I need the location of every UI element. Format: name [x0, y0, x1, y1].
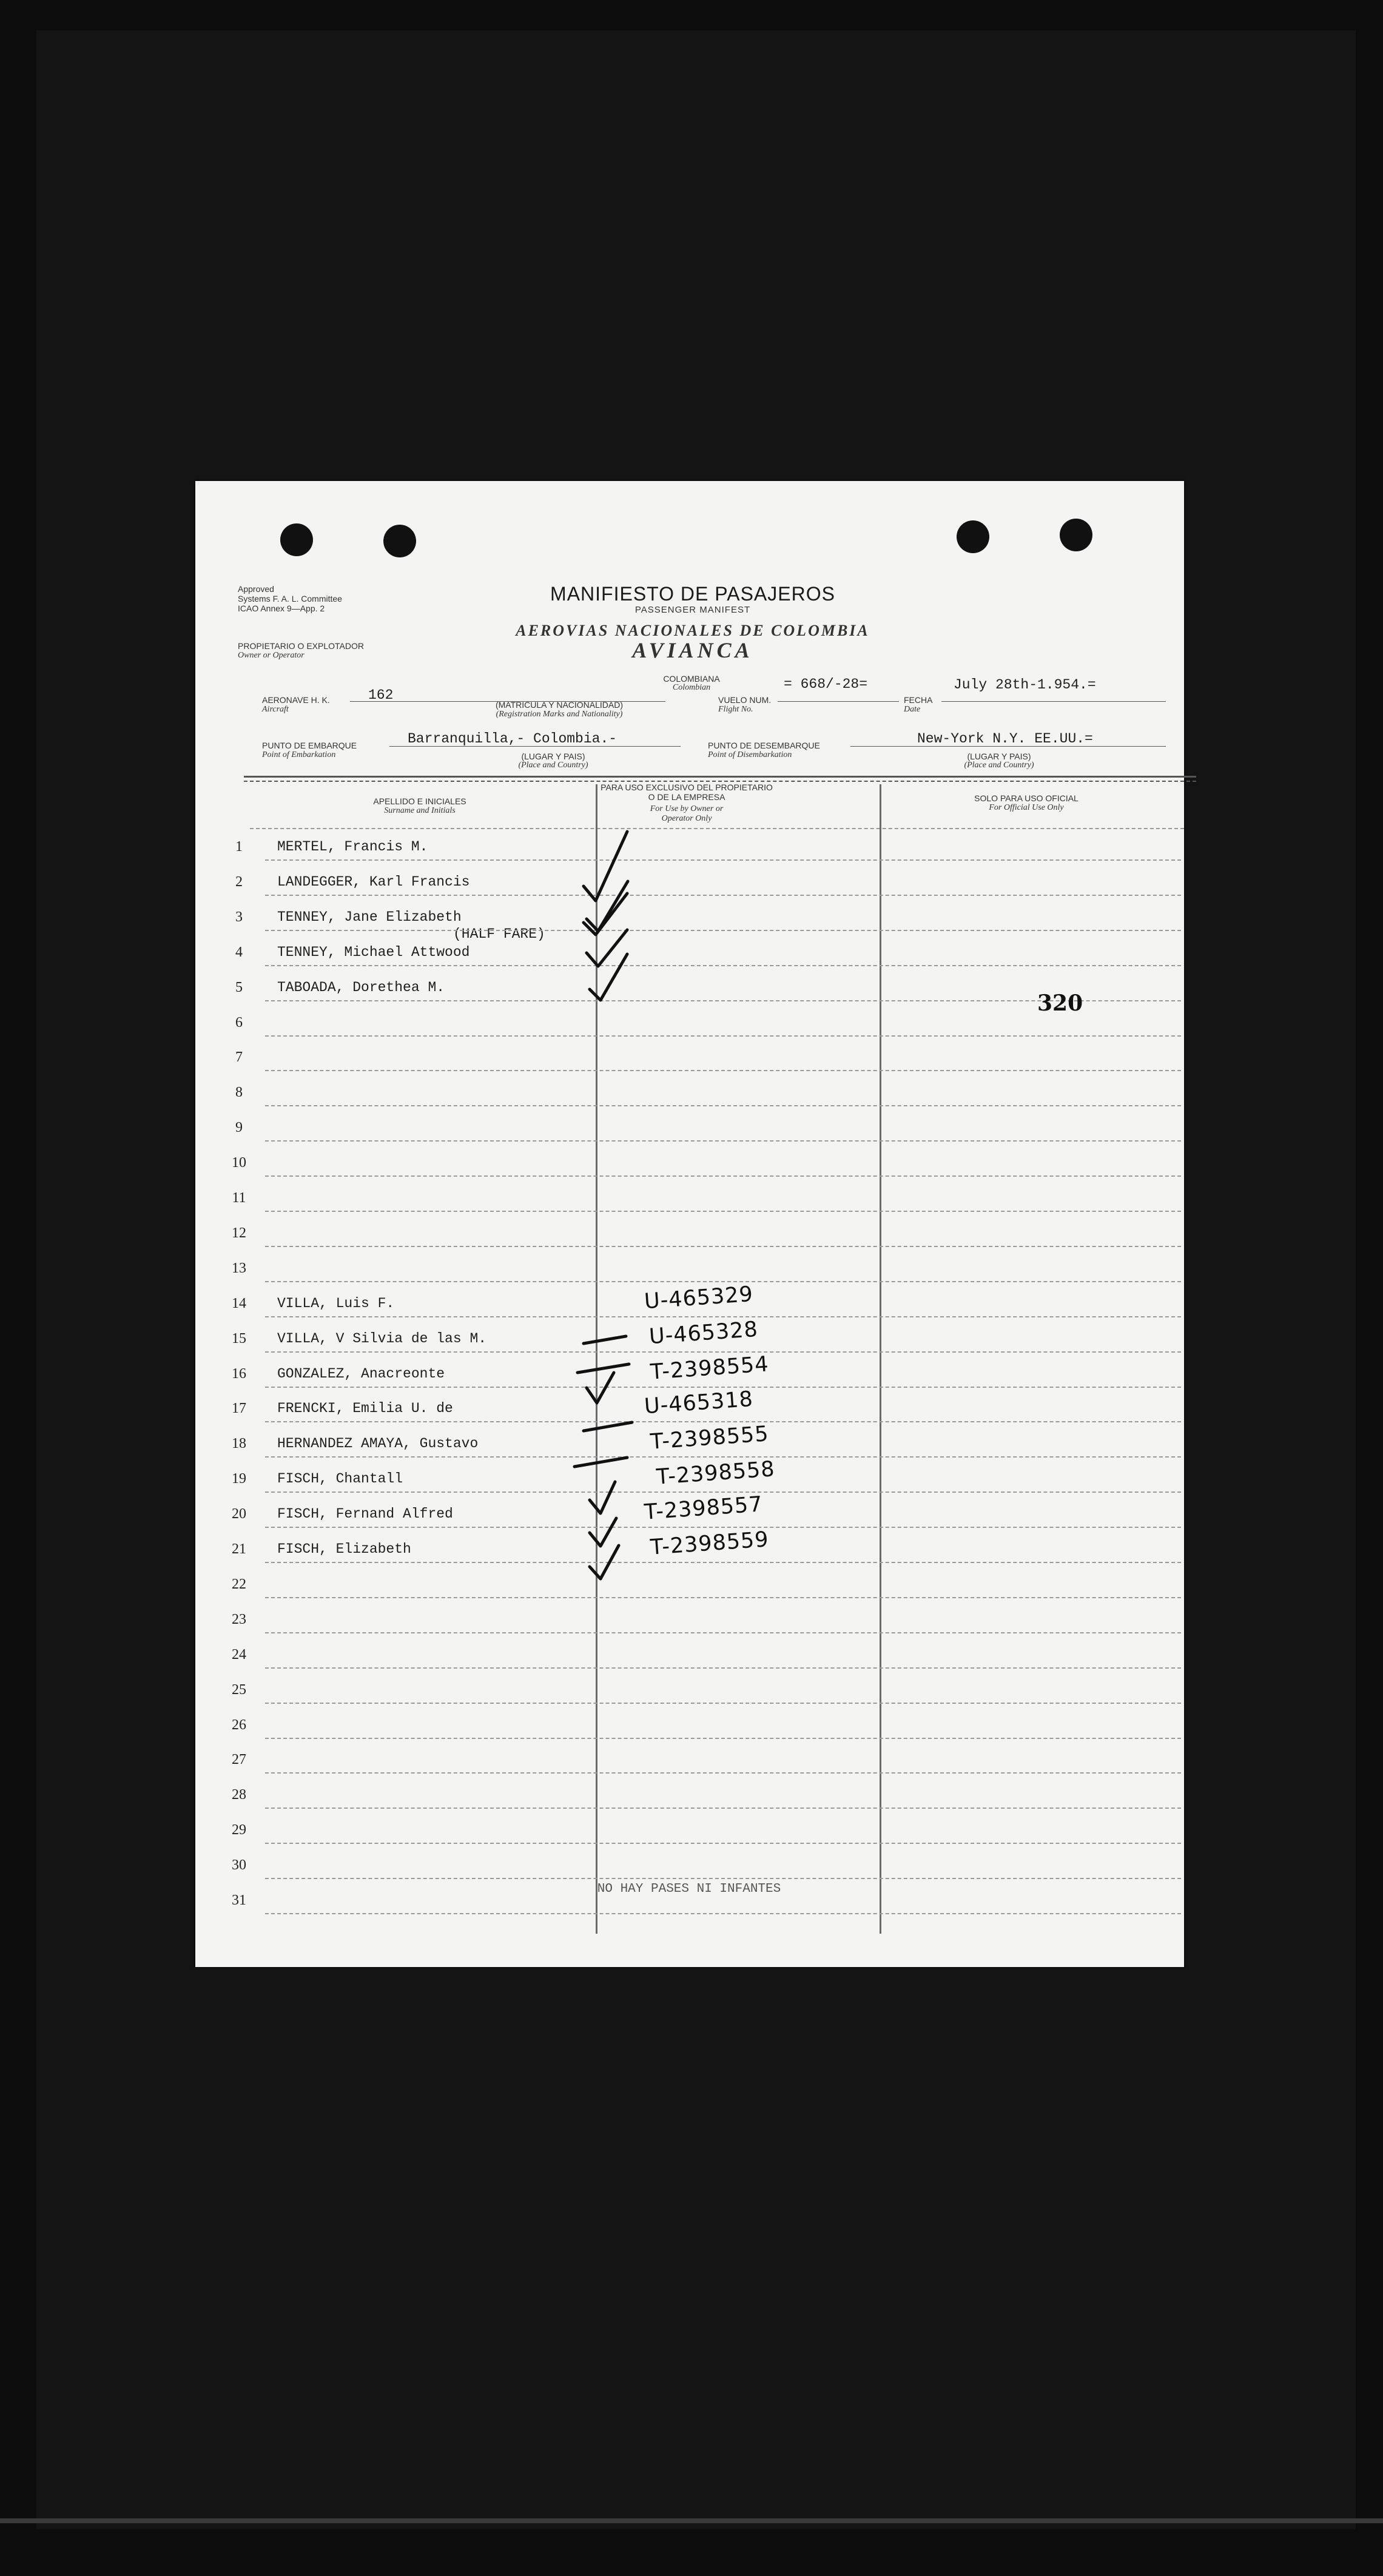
check-mark-row-4 [587, 930, 627, 966]
check-mark-row-19 [590, 1482, 615, 1513]
row-number: 3 [235, 909, 243, 925]
row-number: 1 [235, 839, 243, 855]
passenger-name: FISCH, Elizabeth [277, 1541, 411, 1557]
dash-row-14 [584, 1336, 626, 1343]
col3-header-en: For Official Use Only [989, 803, 1064, 812]
ticket-number: T-2398559 [649, 1527, 770, 1560]
flight-label-en: Flight No. [718, 705, 753, 714]
check-mark-row-3 [584, 893, 627, 935]
disembark-label-en: Point of Disembarkation [708, 750, 792, 759]
disembark-label: PUNTO DE DESEMBARQUE [708, 741, 820, 750]
row-number: 12 [232, 1225, 246, 1241]
row-number: 21 [232, 1541, 246, 1557]
col3-header: SOLO PARA USO OFICIAL [974, 793, 1078, 803]
flight-label: VUELO NUM. [718, 695, 772, 705]
ticket-number: T-2398554 [649, 1351, 770, 1385]
dash-row-18 [574, 1458, 627, 1467]
embark-sub-en: (Place and Country) [518, 761, 588, 770]
row-number: 11 [232, 1190, 246, 1206]
row-number: 29 [232, 1822, 246, 1838]
aircraft-value: 162 [368, 687, 394, 703]
col2-header: O DE LA EMPRESA [648, 792, 725, 802]
check-mark-row-16 [587, 1373, 614, 1403]
ticket-number: T-2398555 [649, 1422, 770, 1455]
row-number: 13 [232, 1260, 246, 1276]
row-number: 24 [232, 1646, 246, 1663]
embark-label: PUNTO DE EMBARQUE [262, 741, 357, 750]
row-number: 6 [235, 1014, 243, 1031]
row-number: 14 [232, 1295, 246, 1311]
row-number: 8 [235, 1085, 243, 1101]
check-mark-row-2 [587, 881, 628, 931]
embark-sub: (LUGAR Y PAIS) [521, 752, 585, 761]
passenger-name: VILLA, V Silvia de las M. [277, 1330, 487, 1347]
passenger-name: MERTEL, Francis M. [277, 839, 428, 855]
date-value: July 28th-1.954.= [954, 677, 1096, 693]
aircraft-label: AERONAVE H. K. [262, 695, 330, 705]
passenger-name: FRENCKI, Emilia U. de [277, 1401, 453, 1417]
row-number: 2 [235, 873, 243, 890]
passenger-name: FISCH, Fernand Alfred [277, 1506, 453, 1522]
disembark-value: New-York N.Y. EE.UU.= [917, 731, 1093, 747]
owner-label-en: Owner or Operator [238, 651, 305, 660]
date-label-en: Date [904, 705, 921, 714]
film-edge [0, 2518, 1383, 2523]
row-number: 27 [232, 1752, 246, 1768]
row-number: 17 [232, 1401, 246, 1417]
flight-value: = 668/-28= [784, 676, 868, 692]
approval-line: Systems F. A. L. Committee [238, 594, 342, 604]
approval-line: ICAO Annex 9—App. 2 [238, 604, 325, 613]
passenger-name: TENNEY, Michael Attwood [277, 944, 470, 960]
ticket-number: T-2398558 [655, 1457, 776, 1490]
row-number: 20 [232, 1506, 246, 1522]
ticket-number: U-465318 [643, 1387, 755, 1419]
row-number: 7 [235, 1049, 243, 1066]
row-number: 15 [232, 1330, 246, 1347]
row-number: 28 [232, 1787, 246, 1803]
ticket-number: U-465329 [643, 1282, 755, 1314]
airline-brand: AVIANCA [632, 638, 753, 662]
passenger-name: HERNANDEZ AMAYA, Gustavo [277, 1436, 479, 1452]
airline-name: AEROVIAS NACIONALES DE COLOMBIA [516, 622, 870, 639]
col2-header-en: For Use by Owner or [650, 804, 724, 813]
approval-line: Approved [238, 584, 274, 594]
row-number: 10 [232, 1155, 246, 1171]
nationality-top: COLOMBIANA [663, 674, 720, 684]
date-label: FECHA [904, 695, 933, 705]
embark-label-en: Point of Embarkation [262, 750, 336, 759]
owner-label: PROPIETARIO O EXPLOTADOR [238, 641, 364, 651]
passenger-name: VILLA, Luis F. [277, 1295, 395, 1311]
handwritten-marks [195, 481, 1184, 1967]
row-number: 18 [232, 1436, 246, 1452]
row-number: 19 [232, 1471, 246, 1487]
disembark-sub-en: (Place and Country) [964, 761, 1034, 770]
row-number: 16 [232, 1365, 246, 1382]
row-number: 26 [232, 1717, 246, 1733]
row-number: 23 [232, 1611, 246, 1627]
passenger-name: TENNEY, Jane Elizabeth [277, 909, 462, 925]
aircraft-label-en: Aircraft [262, 705, 289, 714]
official-stamp: 320 [1037, 990, 1083, 1016]
embark-value: Barranquilla,- Colombia.- [408, 731, 617, 747]
passenger-name: FISCH, Chantall [277, 1471, 403, 1487]
passenger-name: TABOADA, Dorethea M. [277, 979, 445, 995]
passenger-name: LANDEGGER, Karl Francis [277, 873, 470, 890]
row-number: 9 [235, 1120, 243, 1136]
row-number: 5 [235, 979, 243, 995]
manifest-page [195, 481, 1184, 1967]
ticket-number: U-465328 [648, 1317, 759, 1349]
footer-note: NO HAY PASES NI INFANTES [597, 1882, 781, 1896]
row-number: 25 [232, 1681, 246, 1698]
form-title: MANIFIESTO DE PASAJEROS [550, 583, 835, 605]
check-mark-row-21 [590, 1545, 619, 1579]
registration-label-en: (Registration Marks and Nationality) [496, 710, 623, 719]
col2-header-en: Operator Only [661, 814, 712, 823]
registration-label: (MATRICULA Y NACIONALIDAD) [495, 700, 624, 710]
col1-header: APELLIDO E INICIALES [373, 796, 466, 806]
row-number: 4 [235, 944, 243, 960]
row-number: 22 [232, 1576, 246, 1592]
row-number: 30 [232, 1857, 246, 1874]
col2-header: PARA USO EXCLUSIVO DEL PROPIETARIO [601, 782, 773, 792]
nationality-top-en: Colombian [672, 683, 711, 692]
ticket-number: T-2398557 [643, 1492, 764, 1525]
check-mark-row-20 [590, 1518, 616, 1546]
row-number: 31 [232, 1892, 246, 1908]
col1-header-en: Surname and Initials [384, 806, 456, 815]
passenger-name: GONZALEZ, Anacreonte [277, 1365, 445, 1382]
dash-row-17 [584, 1422, 632, 1431]
dash-row-15 [577, 1364, 629, 1373]
form-title-en: PASSENGER MANIFEST [634, 605, 751, 615]
disembark-sub: (LUGAR Y PAIS) [967, 752, 1031, 761]
fare-note: (HALF FARE) [453, 926, 545, 942]
